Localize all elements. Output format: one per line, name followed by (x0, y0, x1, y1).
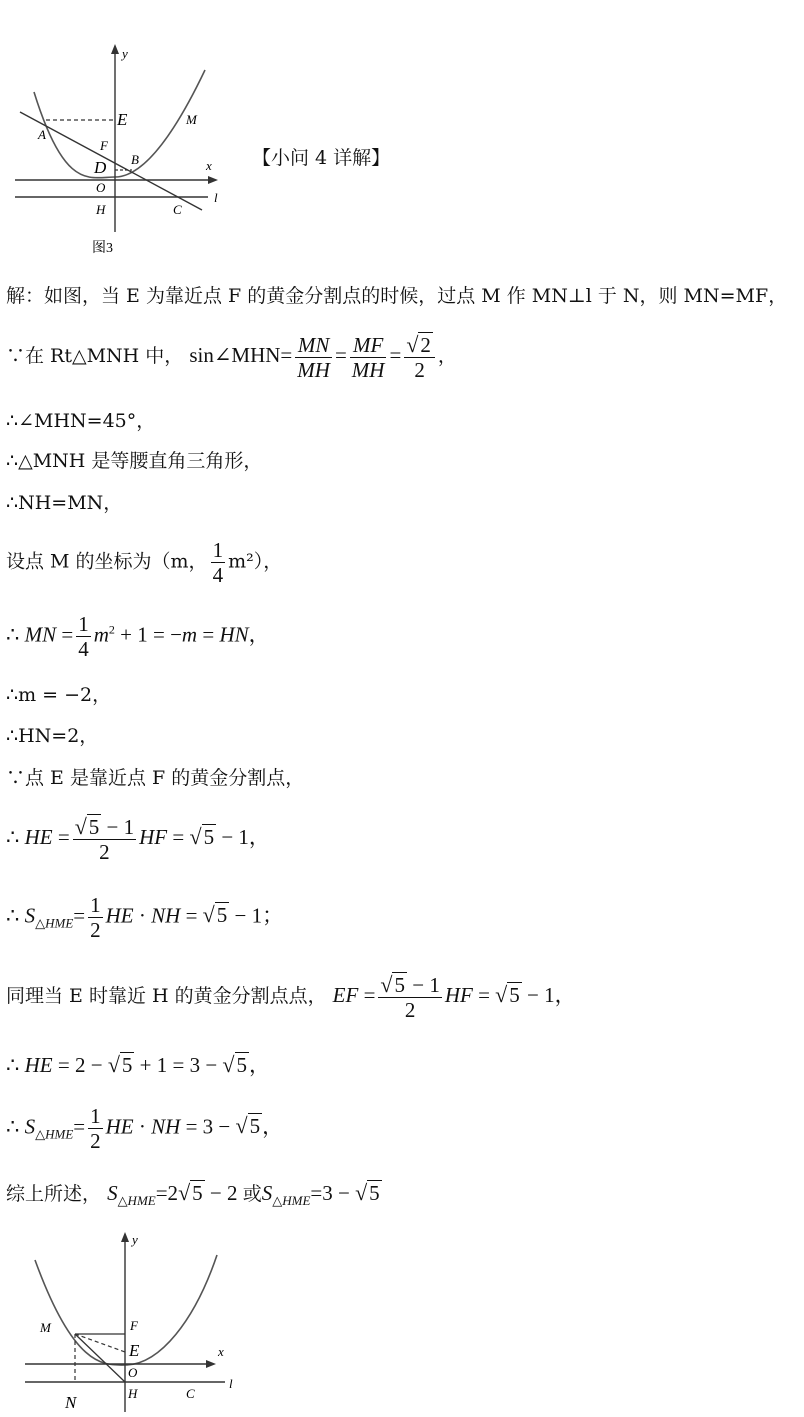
sin-expression: sin∠MHN= (189, 343, 293, 368)
line-16-prefix: 综上所述， (6, 1183, 102, 1205)
label-y: y (122, 46, 128, 61)
x-axis-arrow (206, 1360, 216, 1368)
solution-line-1: 解：如图，当 E 为靠近点 F 的黄金分割点的时候，过点 M 作 MN⊥l 于 N，则 MN=MF， (6, 285, 788, 307)
frac-mf-mh: $\frac{MF}{MH}$ (351, 332, 385, 382)
solution-line-8: ∴m = −2， (6, 684, 112, 706)
label-f: F (130, 1318, 138, 1333)
label-l: l (229, 1376, 233, 1391)
solution-line-6 (6, 538, 282, 587)
label-o: O (96, 180, 106, 195)
label-l: l (214, 190, 218, 205)
label-o: O (128, 1365, 138, 1380)
solution-line-2: ∵在 Rt△MNH 中， sin∠MHN= $\frac{MN}{MH}$ = $\frac{MF}{MH}$ = $\frac{√2}{2}$ ， (6, 332, 457, 383)
label-b: B (131, 152, 139, 167)
label-h: H (128, 1386, 138, 1401)
line-13-prefix: 同理当 E 时靠近 H 的黄金分割点点， (6, 985, 327, 1008)
label-n: N (65, 1393, 77, 1412)
frac-1-4: $\frac{1}{4}$ (212, 538, 224, 588)
solution-line-4: ∴△MNH 是等腰直角三角形， (6, 450, 263, 472)
frac-mn-mh: $\frac{MN}{MH}$ (297, 332, 330, 382)
solution-line-12: ∴ $S_{\triangle HME}=$ $\frac{1}{2}$ HE · NH = √5 − 1； (6, 893, 284, 943)
label-m: M (40, 1320, 51, 1335)
y-axis-arrow (111, 44, 119, 54)
solution-line-10: ∵点 E 是靠近点 F 的黄金分割点， (6, 767, 305, 789)
solution-line-15: ∴ $S_{\triangle HME}=$ $\frac{1}{2}$ HE · NH = 3 − √5， (6, 1104, 284, 1154)
y-axis-arrow (121, 1232, 129, 1242)
frac-sqrt2-2: $\frac{√2}{2}$ (404, 332, 435, 382)
x-axis-arrow (208, 176, 218, 184)
solution-line-16: 综上所述， $S_{\triangle HME}=2√5 - 2$ 或$S_{\triangle HME}=3 - √5$ (6, 1180, 380, 1209)
figure-3-diagram (10, 42, 225, 262)
line-2-prefix: ∵在 Rt△MNH 中， (6, 345, 184, 368)
label-x: x (206, 158, 212, 173)
figure-2-diagram (20, 1230, 245, 1415)
label-m: M (186, 112, 197, 127)
label-c: C (186, 1386, 195, 1401)
label-d: D (94, 158, 107, 177)
label-y: y (132, 1232, 138, 1247)
solution-line-13: 同理当 E 时靠近 H 的黄金分割点点， EF = $\frac{√5 - 1}{2}$ HF = √5 − 1， (6, 972, 576, 1023)
solution-line-7: ∴ MN = $\frac{1}{4}$ $m^2 + 1 = -m$ = HN， (6, 612, 270, 662)
label-e: E (129, 1341, 140, 1360)
label-f: F (100, 138, 108, 153)
label-c: C (173, 202, 182, 217)
parabola (35, 1255, 217, 1365)
line-6-prefix: 设点 M 的坐标为（m， (6, 550, 208, 573)
label-e: E (117, 110, 128, 129)
section-title: 【小问 4 详解】 (252, 147, 391, 169)
figure-caption: 图3 (92, 241, 113, 256)
label-h: H (96, 202, 106, 217)
label-x: x (218, 1344, 224, 1359)
solution-line-11: ∴ HE = $\frac{√5 - 1}{2}$ HF = √5 − 1， (6, 814, 270, 865)
segment-mh (75, 1334, 125, 1382)
line-6-suffix: m²）， (228, 550, 283, 573)
solution-line-3: ∴∠MHN=45°， (6, 410, 156, 432)
label-a: A (38, 127, 46, 142)
solution-line-14: ∴ HE = 2 − √5 + 1 = 3 − √5， (6, 1052, 270, 1077)
solution-line-9: ∴HN=2， (6, 725, 99, 747)
solution-line-5: ∴NH=MN， (6, 492, 123, 514)
